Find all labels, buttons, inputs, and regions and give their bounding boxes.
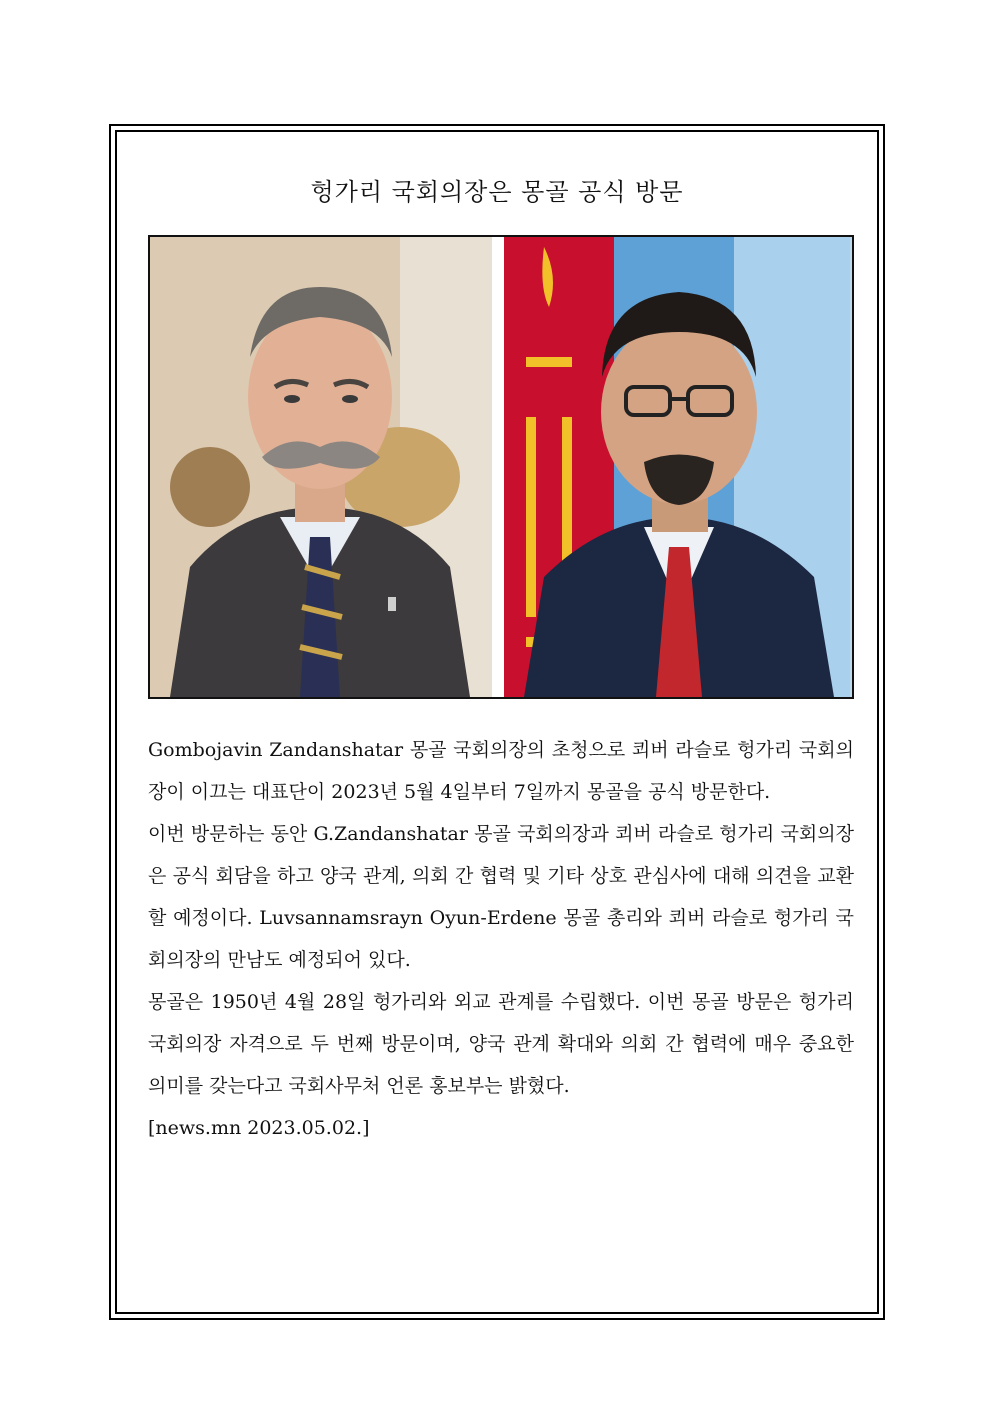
article-photo (148, 235, 854, 699)
article-source: [news.mn 2023.05.02.] (148, 1117, 370, 1139)
photo-divider (492, 237, 504, 697)
paragraph-2: 이번 방문하는 동안 G.Zandanshatar 몽골 국회의장과 쾨버 라슬로 헝가리 국회의장은 공식 회담을 하고 양국 관계, 의회 간 협력 및 기타 상호 관심사에 대해 의견을 교환할 예정이다. Luvsannamsrayn Oyun-Erdene 몽골 총리와 쾨버 라슬로 헝가리 국회의장의 만남도 예정되어 있다. (148, 823, 854, 971)
portrait-left-illustration (150, 237, 492, 697)
article-title: 헝가리 국회의장은 몽골 공식 방문 (310, 178, 684, 206)
page-border-inner (115, 130, 879, 1314)
page-border-outer (109, 124, 885, 1320)
portrait-right (504, 237, 852, 697)
portrait-right-illustration (504, 237, 850, 697)
paragraph-3: 몽골은 1950년 4월 28일 헝가리와 외교 관계를 수립했다. 이번 몽골 방문은 헝가리 국회의장 자격으로 두 번째 방문이며, 양국 관계 확대와 의회 간 협력에 매우 중요한 의미를 갖는다고 국회사무처 언론 홍보부는 밝혔다. (148, 991, 854, 1097)
article-body (148, 729, 854, 1149)
paragraph-1: Gombojavin Zandanshatar 몽골 국회의장의 초청으로 쾨버 라슬로 헝가리 국회의장이 이끄는 대표단이 2023년 5월 4일부터 7일까지 몽골을 공식 방문한다. (148, 739, 854, 803)
portrait-left (150, 237, 492, 697)
